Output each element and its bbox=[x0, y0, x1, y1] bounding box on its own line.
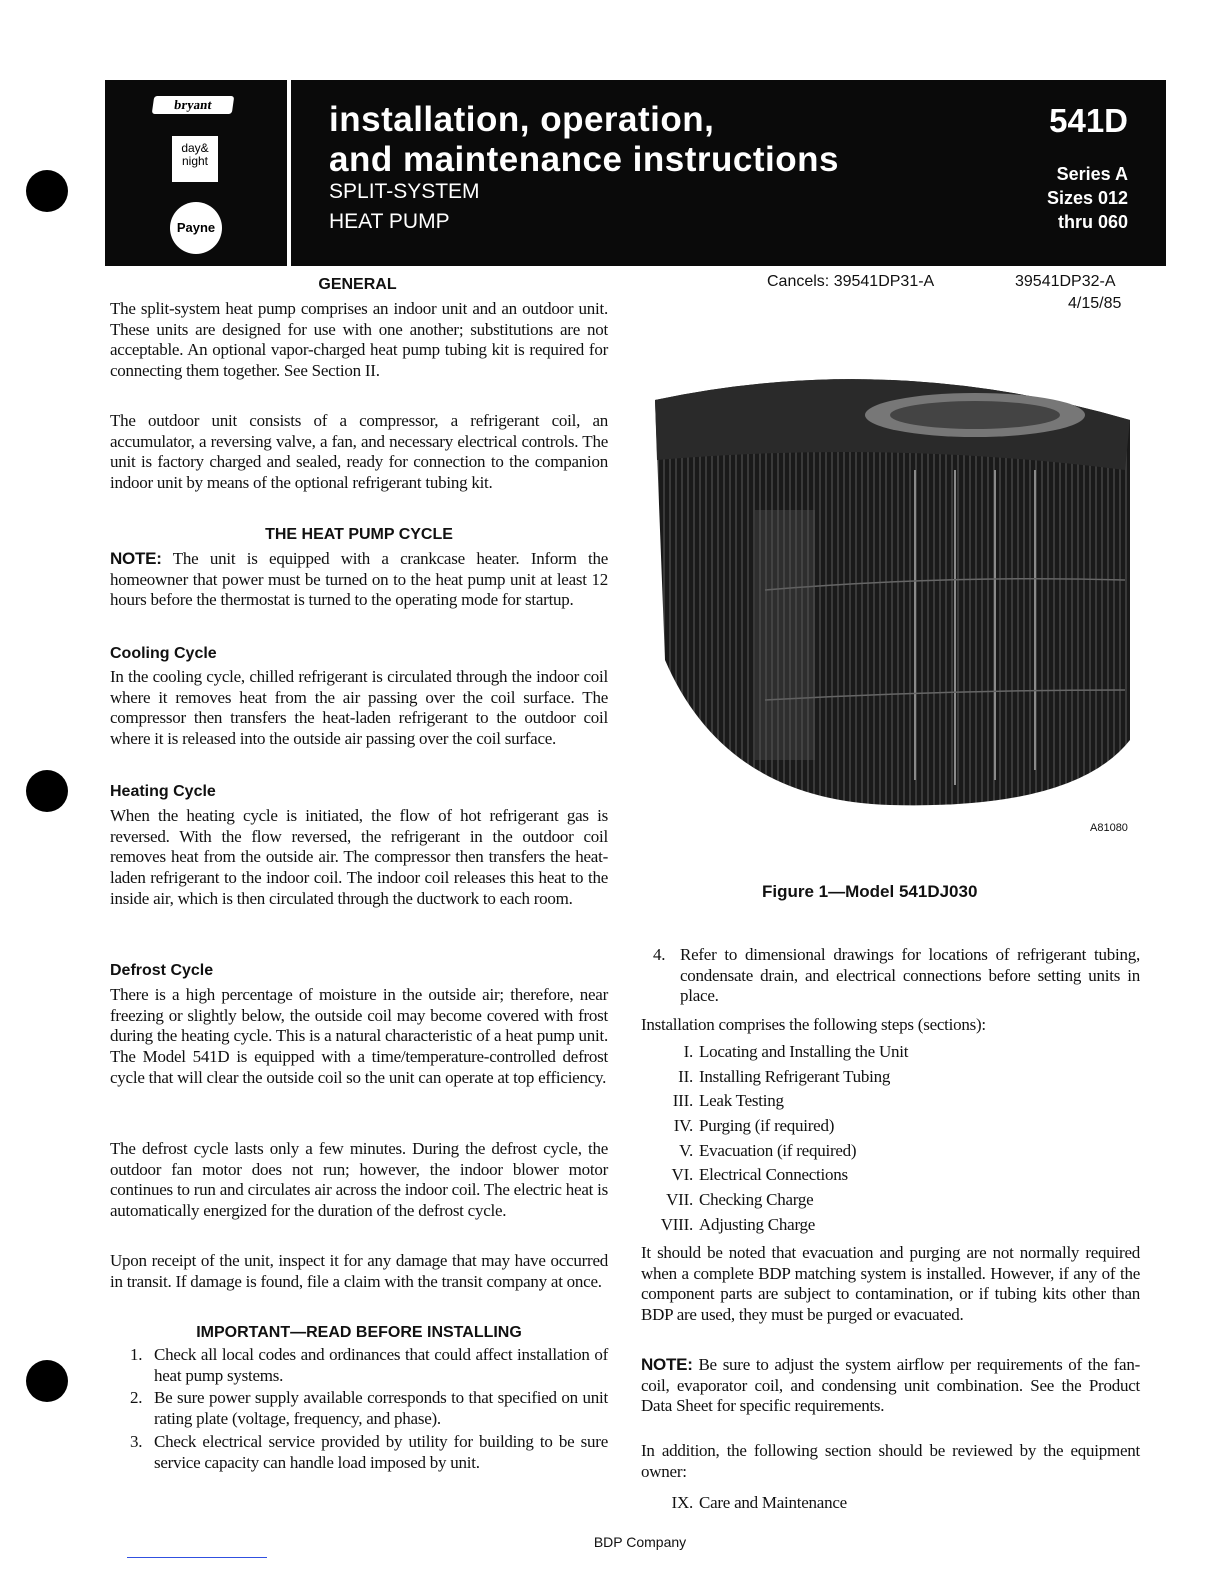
series-info bbox=[1047, 162, 1128, 234]
step-text: Purging (if required) bbox=[699, 1116, 835, 1136]
cooling-cycle-text: In the cooling cycle, chilled refrigerant is circulated through the indoor coil where it removes heat from the air passing over the coil surface. The compressor then transfers the heat-laden refrigerant to the outdoor coil where it is released into the outside air passing over the coil surface. bbox=[110, 667, 608, 749]
item-number: 4. bbox=[653, 945, 666, 964]
item-number: 2. bbox=[130, 1388, 143, 1408]
footer-link-underline bbox=[127, 1557, 267, 1558]
heating-cycle-text: When the heating cycle is initiated, the flow of hot refrigerant gas is reversed. With the flow reversed, the refrigerant in the outdoor coil removes heat from the outside air. The compressor then transfers the heat-laden refrigerant to the indoor coil. The indoor coil releases this heat to the inside air, which is then circulated through the ductwork to each room. bbox=[110, 806, 608, 908]
defrost-paragraph-2: The defrost cycle lasts only a few minutes. During the defrost cycle, the outdoor fan motor does not run; however, the indoor blower motor continues to run and circulates air across the indoor coil. The electric heat is automatically energized for the duration of the defrost cycle. bbox=[110, 1139, 608, 1221]
evacuation-paragraph: It should be noted that evacuation and purging are not normally required when a complete BDP matching system is installed. However, if any of the component parts are subject to contamination, or if tubing kits other than BDP are used, they must be purged or evacuated. bbox=[641, 1243, 1140, 1325]
step-text: Checking Charge bbox=[699, 1190, 814, 1210]
title-line-2: and maintenance instructions bbox=[329, 140, 839, 179]
owner-steps bbox=[641, 1493, 1140, 1518]
step-number: V. bbox=[679, 1140, 693, 1160]
note-text: Be sure to adjust the system airflow per requirements of the fan-coil, evaporator coil, and condensing unit combination. See the Product Data Sheet for specific requirements. bbox=[641, 1355, 1140, 1416]
crankcase-note bbox=[110, 549, 608, 611]
sizes: Sizes 012 bbox=[1046, 188, 1128, 208]
step-item bbox=[641, 1190, 1140, 1215]
step-number: VI. bbox=[671, 1165, 693, 1185]
list-item bbox=[110, 1432, 608, 1473]
cancels-number: Cancels: 39541DP31-A bbox=[767, 273, 935, 290]
subtitle-line-1: SPLIT-SYSTEM bbox=[329, 180, 480, 203]
installation-steps bbox=[641, 1042, 1140, 1240]
document-number: 39541DP32-A bbox=[1015, 273, 1116, 290]
step-number: IV. bbox=[673, 1116, 693, 1136]
step-number: II. bbox=[678, 1066, 693, 1086]
item-text: Refer to dimensional drawings for locations of refrigerant tubing, condensate drain, and electrical connections before setting units in place. bbox=[680, 945, 1140, 1006]
defrost-cycle-heading: Defrost Cycle bbox=[110, 962, 214, 979]
series: Series A bbox=[1056, 164, 1128, 184]
punch-hole bbox=[26, 770, 68, 812]
item-text: Be sure power supply available corresponds to that specified on unit rating plate (voltage, frequency, and phase). bbox=[154, 1388, 608, 1429]
important-list bbox=[110, 1345, 608, 1475]
owner-review-paragraph: In addition, the following section should be reviewed by the equipment owner: bbox=[641, 1441, 1140, 1481]
step-number: VIII. bbox=[660, 1214, 693, 1234]
item-number: 1. bbox=[130, 1345, 143, 1364]
list-item bbox=[110, 1388, 608, 1429]
step-text: Care and Maintenance bbox=[699, 1493, 847, 1512]
punch-hole bbox=[26, 170, 68, 212]
step-text: Evacuation (if required) bbox=[699, 1140, 857, 1160]
brand-logo-panel bbox=[105, 80, 287, 266]
title-banner bbox=[291, 80, 1166, 266]
important-heading: IMPORTANT—READ BEFORE INSTALLING bbox=[196, 1324, 522, 1341]
figure-id: A81080 bbox=[1090, 822, 1128, 834]
step-text: Locating and Installing the Unit bbox=[699, 1042, 909, 1061]
heating-cycle-heading: Heating Cycle bbox=[110, 783, 216, 800]
step-number: VII. bbox=[666, 1190, 693, 1210]
step-item bbox=[641, 1067, 1140, 1092]
note-label: NOTE: bbox=[641, 1355, 693, 1374]
item-number: 3. bbox=[130, 1431, 143, 1451]
day-night-logo: day& night bbox=[172, 136, 218, 182]
note-text: The unit is equipped with a crankcase heater. Inform the homeowner that power must be turned on to the heat pump unit at least 12 hours before the thermostat is turned to the operating mode for startup. bbox=[110, 549, 608, 610]
model-number: 541D bbox=[1049, 102, 1128, 139]
footer-company: BDP Company bbox=[593, 1534, 687, 1550]
step-item bbox=[641, 1091, 1140, 1116]
list-item bbox=[641, 945, 1140, 1007]
step-text: Leak Testing bbox=[699, 1091, 784, 1111]
step-item bbox=[641, 1042, 1140, 1067]
step-text: Electrical Connections bbox=[699, 1165, 848, 1185]
general-paragraph-2: The outdoor unit consists of a compressor, a refrigerant coil, an accumulator, a reversing valve, a fan, and necessary electrical controls. The unit is factory charged and sealed, ready for connection to the companion indoor unit by means of the optional refrigerant tubing kit. bbox=[110, 411, 608, 493]
figure-caption: Figure 1—Model 541DJ030 bbox=[762, 882, 978, 901]
step-number: III. bbox=[672, 1091, 693, 1111]
airflow-note bbox=[641, 1355, 1140, 1417]
step-text: Installing Refrigerant Tubing bbox=[699, 1066, 891, 1086]
step-item bbox=[641, 1165, 1140, 1190]
bryant-logo: bryant bbox=[152, 96, 235, 114]
step-item bbox=[641, 1493, 1140, 1518]
step-item bbox=[641, 1116, 1140, 1141]
cooling-cycle-heading: Cooling Cycle bbox=[110, 645, 217, 662]
installation-intro: Installation comprises the following steps (sections): bbox=[641, 1015, 986, 1034]
receipt-paragraph: Upon receipt of the unit, inspect it for any damage that may have occurred in transit. If damage is found, file a claim with the transit company at once. bbox=[110, 1251, 608, 1291]
note-label: NOTE: bbox=[110, 549, 162, 568]
defrost-paragraph-1: There is a high percentage of moisture in the outside air; therefore, near freezing or slightly below, the outside coil may become covered with frost during the heating cycle. This is a natural characteristic of a heat pump unit. The Model 541D is equipped with a time/temperature-controlled defrost cycle that will clear the outside coil so the unit can operate at top efficiency. bbox=[110, 985, 608, 1087]
payne-logo: Payne bbox=[170, 202, 222, 254]
heat-pump-unit-illustration bbox=[645, 360, 1135, 810]
document-date: 4/15/85 bbox=[1068, 295, 1122, 312]
subtitle-line-2: HEAT PUMP bbox=[329, 210, 450, 233]
punch-hole bbox=[26, 1360, 68, 1402]
step-number: IX. bbox=[671, 1493, 693, 1512]
general-paragraph-1: The split-system heat pump comprises an indoor unit and an outdoor unit. These units are designed for use with one another; substitutions are not acceptable. An optional vapor-charged heat pump tubing kit is required for connecting them together. See Section II. bbox=[110, 299, 608, 381]
item-text: Check all local codes and ordinances that could affect installation of heat pump systems. bbox=[154, 1345, 608, 1385]
list-item bbox=[110, 1345, 608, 1386]
title-line-1: installation, operation, bbox=[329, 100, 715, 139]
step-number: I. bbox=[683, 1042, 693, 1061]
step-4-list bbox=[641, 945, 1140, 1009]
step-text: Adjusting Charge bbox=[699, 1214, 816, 1234]
heat-pump-cycle-heading: THE HEAT PUMP CYCLE bbox=[265, 526, 453, 543]
step-item bbox=[641, 1215, 1140, 1240]
step-item bbox=[641, 1141, 1140, 1166]
sizes-to: thru 060 bbox=[1057, 212, 1128, 232]
item-text: Check electrical service provided by utility for building to be sure service capacity can handle load imposed by unit. bbox=[154, 1431, 608, 1472]
general-heading: GENERAL bbox=[318, 276, 397, 293]
